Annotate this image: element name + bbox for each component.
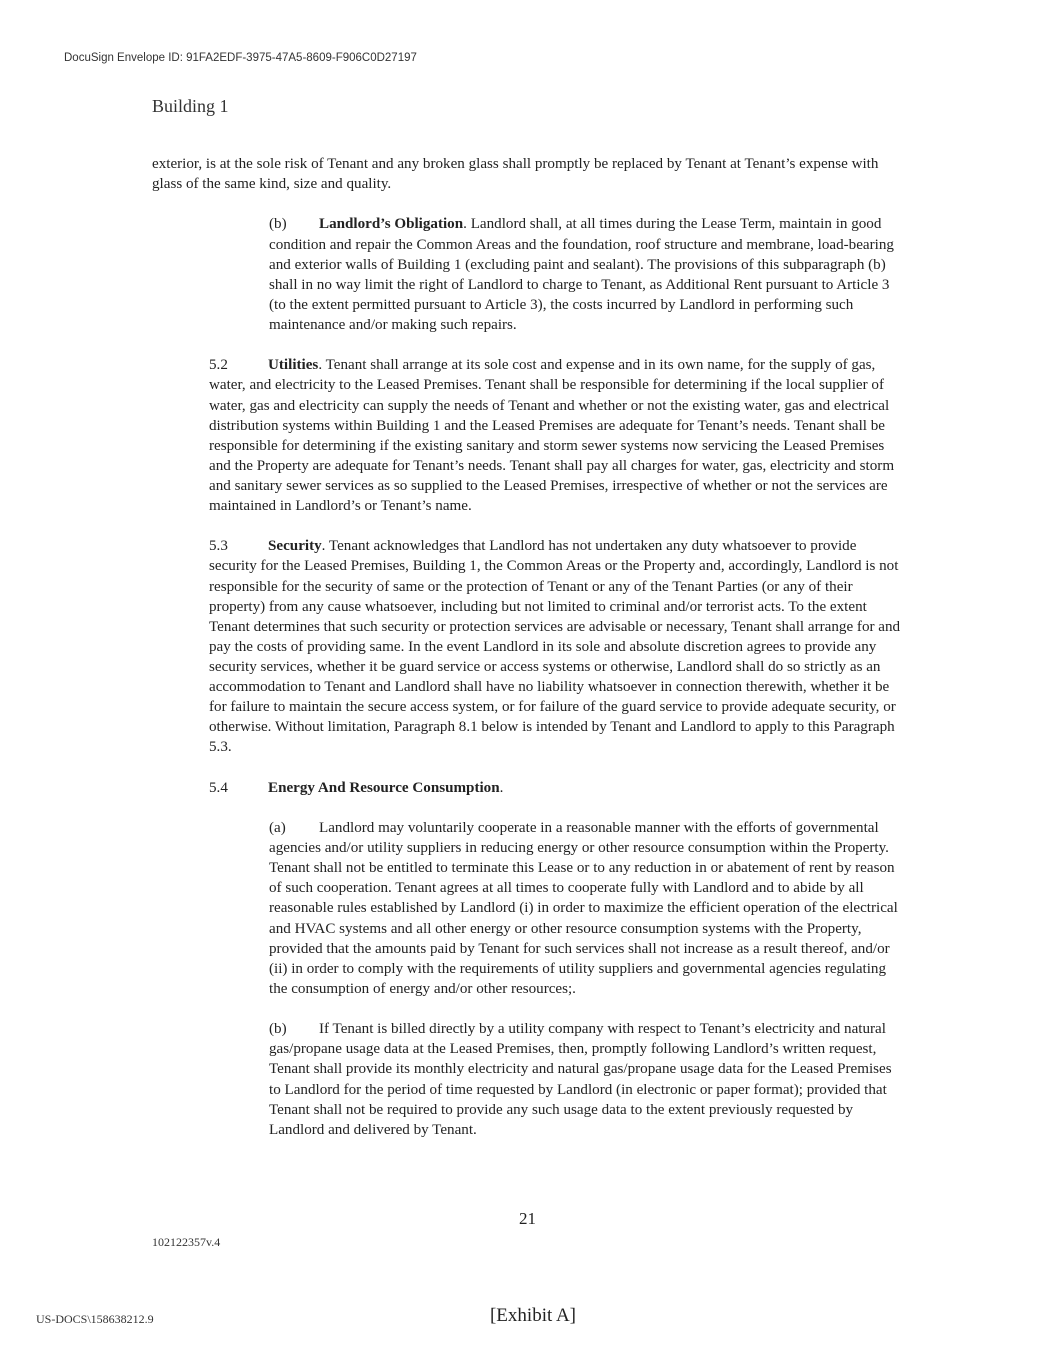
page-header: Building 1 [152, 96, 229, 116]
paragraph-text: . Landlord shall, at all times during the Lease Term, maintain in good condition and repair the Common Areas and the foundation, roof structure and membrane, load-bearing and exterior walls of Building 1 (excluding paint and sealant). The provisions of this subparagraph (b) shall in no way limit the right of Landlord to charge to Tenant, as Additional Rent pursuant to Article 3 (to the extent permitted pursuant to Article 3), the costs incurred by Landlord in performing such maintenance and/or making such repairs. [269, 216, 894, 333]
paragraph-text: If Tenant is billed directly by a utility company with respect to Tenant’s electricity and natural gas/propane usage data at the Leased Premises, then, promptly following Landlord’s written request, Tenant shall provide its monthly electricity and natural gas/propane usage data for the Leased Premises to Landlord for the period of time requested by Landlord (in electronic or paper format); provided that Tenant shall not be required to provide any such usage data to the extent previously requested by Landlord and delivered by Tenant. [269, 1021, 892, 1138]
paragraph-5-3 [152, 536, 904, 757]
paragraph-5-1-b [152, 214, 904, 335]
section-number: 5.3 [209, 538, 228, 555]
docusign-envelope-id: DocuSign Envelope ID: 91FA2EDF-3975-47A5-8609-F906C0D27197 [64, 52, 417, 64]
section-heading: Utilities [268, 357, 319, 374]
document-body [152, 154, 904, 1160]
paragraph-continuation: exterior, is at the sole risk of Tenant and any broken glass shall promptly be replaced by Tenant at Tenant’s expense with glass of the same kind, size and quality. [152, 156, 879, 193]
paragraph-5-4-b [152, 1019, 904, 1140]
paragraph-5-4 [152, 778, 904, 798]
document-version-id: 102122357v.4 [152, 1235, 221, 1249]
section-number: 5.4 [209, 779, 228, 796]
paragraph-text: . [499, 779, 504, 796]
paragraph-5-2 [152, 355, 904, 516]
section-heading: Energy And Resource Consumption [268, 779, 500, 796]
subparagraph-label: (b) [269, 216, 287, 233]
paragraph-text: . Tenant acknowledges that Landlord has not undertaken any duty whatsoever to provide security for the Leased Premises, Building 1, the Common Areas or the Property and, accordingly, Landlord is not responsible for the security of same or the protection of Tenant or any of the Tenant Parties (or any of their property) from any cause whatsoever, including but not limited to criminal and/or terrorist acts. To the extent Tenant determines that such security or protection services are advisable or necessary, Tenant shall arrange for and pay the costs of providing same. In the event Landlord in its sole and absolute discretion agrees to provide any security services, whether it be guard service or access systems or otherwise, Landlord shall do so strictly as an accommodation to Tenant and Landlord shall have no liability whatsoever in connection therewith, whether it be for failure to maintain the secure access system, or for failure of the guard service to provide adequate security, or otherwise. Without limitation, Paragraph 8.1 below is intended by Tenant and Landlord to apply to this Paragraph 5.3. [209, 538, 901, 756]
paragraph-text: . Tenant shall arrange at its sole cost and expense and in its own name, for the supply of gas, water, and electricity to the Leased Premises. Tenant shall be responsible for determining if the local supplier of water, gas and electricity can supply the needs of Tenant and whether or not the existing water, gas and electrical distribution systems within Building 1 and the Leased Premises are adequate for Tenant’s needs. Tenant shall be responsible for determining if the existing sanitary and storm sewer systems now servicing the Leased Premises and the Property are adequate for Tenant’s needs. Tenant shall pay all charges for water, gas, electricity and storm and sanitary sewer services as so supplied to the Leased Premises, irrespective of whether or not the services are maintained in Landlord’s or Tenant’s name. [209, 357, 895, 514]
paragraph-5-4-a [152, 818, 904, 999]
footer-exhibit-label: [Exhibit A] [489, 1305, 577, 1326]
section-heading: Security [268, 538, 322, 555]
subparagraph-label: (b) [269, 1021, 287, 1038]
section-heading: Landlord’s Obligation [319, 216, 464, 233]
paragraph-text: Landlord may voluntarily cooperate in a reasonable manner with the efforts of governmental agencies and/or utility suppliers in reducing energy or other resource consumption within the Property. Tenant shall not be entitled to terminate this Lease or to any reduction in or abatement of rent by reason of such cooperation. Tenant agrees at all times to cooperate fully with Landlord and to abide by all reasonable rules established by Landlord (i) in order to maximize the efficient operation of the electrical and HVAC systems and all other energy or other resource consumption systems with the Property, provided that the amounts paid by Tenant for such services shall not increase as a result thereof, and/or (ii) in order to comply with the requirements of utility suppliers and governmental agencies regulating the consumption of energy and/or other resources;. [269, 820, 898, 997]
page-number: 21 [519, 1209, 536, 1228]
subparagraph-label: (a) [269, 820, 286, 837]
section-number: 5.2 [209, 357, 228, 374]
footer-doc-reference: US-DOCS\158638212.9 [36, 1312, 154, 1326]
